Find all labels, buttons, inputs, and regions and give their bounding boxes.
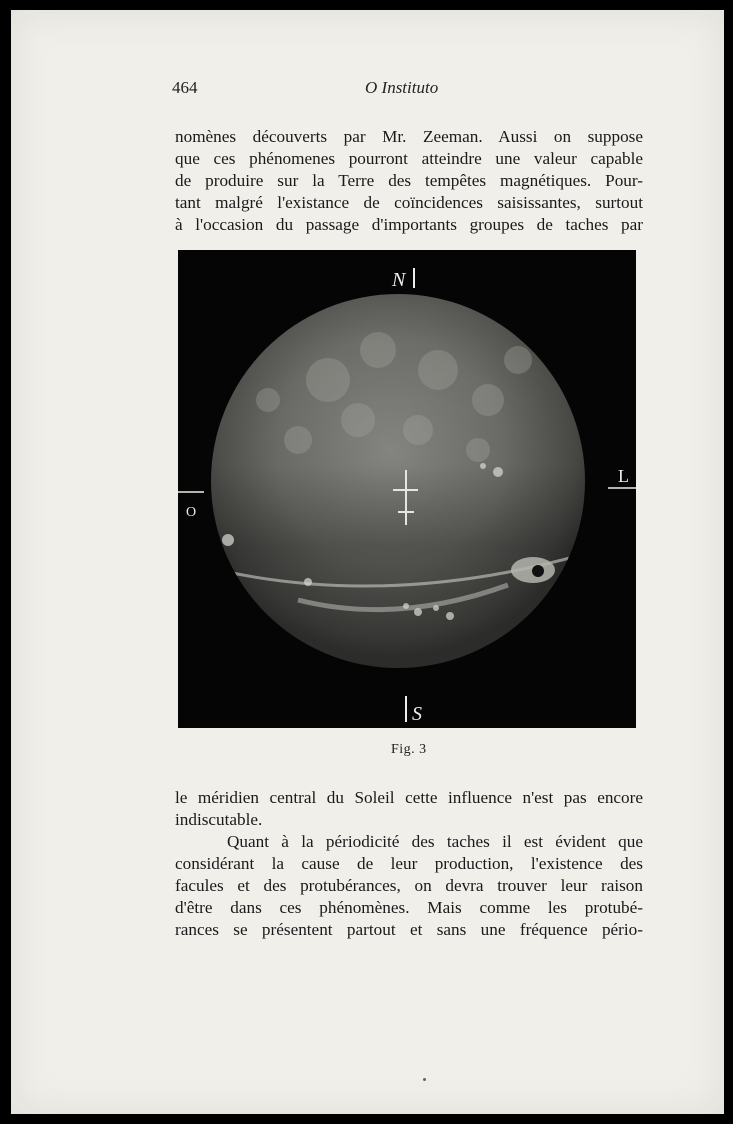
- east-mark: L: [618, 466, 629, 486]
- text-line: indiscutable.: [175, 810, 263, 829]
- running-title: O Instituto: [365, 78, 439, 97]
- paragraph-continuation: [175, 787, 643, 831]
- scanned-page: [11, 10, 724, 1114]
- text-line: de produire sur la Terre des tempêtes magnétiques. Pour-: [175, 171, 643, 190]
- west-mark: O: [186, 505, 197, 520]
- paragraph-periodicity: [175, 831, 643, 941]
- specks: [423, 1078, 426, 1081]
- north-mark: N: [392, 269, 406, 291]
- text-line: que ces phénomenes pourront atteindre une valeur capable: [175, 149, 643, 168]
- text-line: nomènes découverts par Mr. Zeeman. Aussi on suppose: [175, 127, 643, 146]
- south-mark: S: [412, 703, 422, 725]
- text-line: à l'occasion du passage d'importants groupes de taches par: [175, 215, 643, 234]
- page-number: 464: [172, 78, 198, 97]
- text-line: rances se présentent partout et sans une fréquence pério-: [175, 920, 643, 939]
- text-line: tant malgré l'existance de coïncidences saisissantes, surtout: [175, 193, 643, 212]
- text-line: facules et des protubérances, on devra trouver leur raison: [175, 876, 643, 895]
- text-line: d'être dans ces phénomènes. Mais comme les protubé-: [175, 898, 643, 917]
- text-line: Quant à la périodicité des taches il est évident que: [227, 832, 643, 851]
- paragraph-top: [175, 126, 643, 236]
- figure-caption: Fig. 3: [391, 742, 427, 757]
- text-line: le méridien central du Soleil cette influence n'est pas encore: [175, 788, 643, 807]
- text-line: considérant la cause de leur production, l'existence des: [175, 854, 643, 873]
- sunspot: [532, 565, 544, 577]
- sun-photograph: [178, 250, 636, 728]
